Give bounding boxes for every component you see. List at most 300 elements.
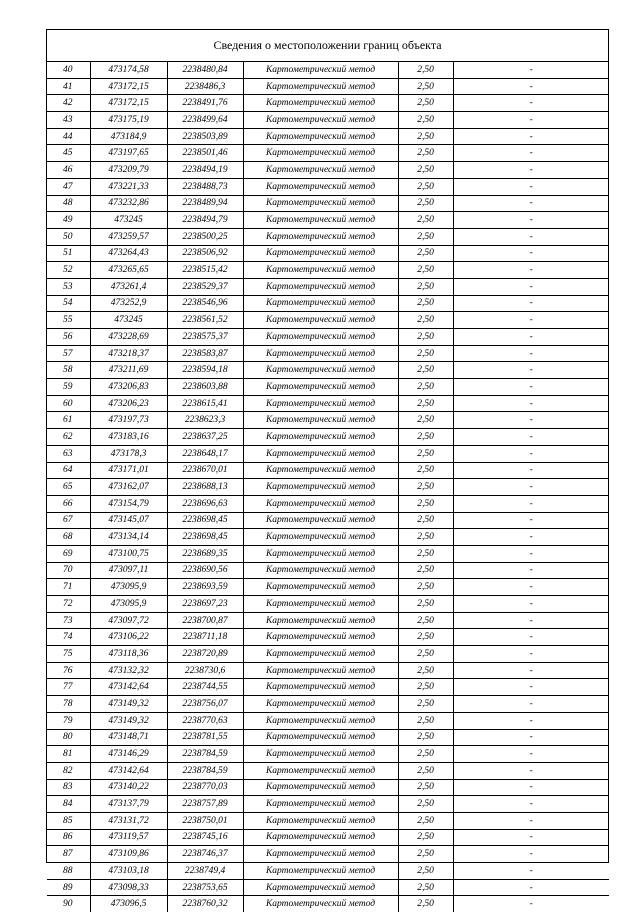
table-row [47,228,609,245]
description-cell: - [453,863,609,880]
y-coordinate-cell: 2238499,64 [167,112,243,129]
y-coordinate-cell: 2238750,01 [167,812,243,829]
table-row [47,62,609,78]
table-row [47,662,609,679]
x-coordinate-cell: 473264,43 [90,245,167,262]
accuracy-cell: 2,50 [398,646,453,663]
method-cell: Картометрический метод [243,896,398,912]
method-cell: Картометрический метод [243,245,398,262]
y-coordinate-cell: 2238688,13 [167,479,243,496]
point-number-cell: 77 [47,679,90,696]
point-number-cell: 47 [47,178,90,195]
table-row [47,512,609,529]
point-number-cell: 71 [47,579,90,596]
method-cell: Картометрический метод [243,596,398,613]
method-cell: Картометрический метод [243,712,398,729]
method-cell: Картометрический метод [243,762,398,779]
description-cell: - [453,195,609,212]
y-coordinate-cell: 2238506,92 [167,245,243,262]
method-cell: Картометрический метод [243,112,398,129]
x-coordinate-cell: 473221,33 [90,178,167,195]
x-coordinate-cell: 473261,4 [90,278,167,295]
y-coordinate-cell: 2238480,84 [167,62,243,78]
y-coordinate-cell: 2238698,45 [167,529,243,546]
point-number-cell: 66 [47,495,90,512]
description-cell: - [453,696,609,713]
description-cell: - [453,879,609,896]
description-cell: - [453,145,609,162]
x-coordinate-cell: 473171,01 [90,462,167,479]
description-cell: - [453,262,609,279]
y-coordinate-cell: 2238781,55 [167,729,243,746]
point-number-cell: 64 [47,462,90,479]
method-cell: Картометрический метод [243,195,398,212]
table-row [47,562,609,579]
x-coordinate-cell: 473149,32 [90,712,167,729]
table-row [47,395,609,412]
method-cell: Картометрический метод [243,145,398,162]
method-cell: Картометрический метод [243,562,398,579]
method-cell: Картометрический метод [243,545,398,562]
y-coordinate-cell: 2238690,56 [167,562,243,579]
table-row [47,329,609,346]
point-number-cell: 48 [47,195,90,212]
description-cell: - [453,228,609,245]
y-coordinate-cell: 2238500,25 [167,228,243,245]
method-cell: Картометрический метод [243,512,398,529]
description-cell: - [453,62,609,78]
accuracy-cell: 2,50 [398,512,453,529]
y-coordinate-cell: 2238696,63 [167,495,243,512]
y-coordinate-cell: 2238561,52 [167,312,243,329]
method-cell: Картометрический метод [243,162,398,179]
table-row [47,262,609,279]
method-cell: Картометрический метод [243,829,398,846]
accuracy-cell: 2,50 [398,812,453,829]
x-coordinate-cell: 473252,9 [90,295,167,312]
accuracy-cell: 2,50 [398,896,453,912]
y-coordinate-cell: 2238753,65 [167,879,243,896]
y-coordinate-cell: 2238575,37 [167,329,243,346]
description-cell: - [453,362,609,379]
point-number-cell: 50 [47,228,90,245]
point-number-cell: 49 [47,212,90,229]
x-coordinate-cell: 473119,57 [90,829,167,846]
table-row [47,178,609,195]
table-row [47,445,609,462]
y-coordinate-cell: 2238745,16 [167,829,243,846]
table-row [47,412,609,429]
accuracy-cell: 2,50 [398,562,453,579]
description-cell: - [453,662,609,679]
method-cell: Картометрический метод [243,662,398,679]
x-coordinate-cell: 473206,23 [90,395,167,412]
table-row [47,762,609,779]
point-number-cell: 75 [47,646,90,663]
method-cell: Картометрический метод [243,746,398,763]
y-coordinate-cell: 2238756,07 [167,696,243,713]
method-cell: Картометрический метод [243,329,398,346]
point-number-cell: 69 [47,545,90,562]
method-cell: Картометрический метод [243,228,398,245]
y-coordinate-cell: 2238515,42 [167,262,243,279]
x-coordinate-cell: 473109,86 [90,846,167,863]
table-row [47,295,609,312]
description-cell: - [453,312,609,329]
description-cell: - [453,562,609,579]
point-number-cell: 89 [47,879,90,896]
description-cell: - [453,712,609,729]
y-coordinate-cell: 2238491,76 [167,95,243,112]
x-coordinate-cell: 473103,18 [90,863,167,880]
description-cell: - [453,812,609,829]
method-cell: Картометрический метод [243,612,398,629]
description-cell: - [453,379,609,396]
table-row [47,145,609,162]
x-coordinate-cell: 473265,65 [90,262,167,279]
x-coordinate-cell: 473095,9 [90,579,167,596]
point-number-cell: 58 [47,362,90,379]
x-coordinate-cell: 473232,86 [90,195,167,212]
x-coordinate-cell: 473197,73 [90,412,167,429]
table-row [47,596,609,613]
method-cell: Картометрический метод [243,679,398,696]
y-coordinate-cell: 2238648,17 [167,445,243,462]
description-cell: - [453,629,609,646]
point-number-cell: 61 [47,412,90,429]
accuracy-cell: 2,50 [398,362,453,379]
description-cell: - [453,646,609,663]
point-number-cell: 52 [47,262,90,279]
description-cell: - [529,899,533,910]
method-cell: Картометрический метод [243,863,398,880]
y-coordinate-cell: 2238529,37 [167,278,243,295]
y-coordinate-cell: 2238746,37 [167,846,243,863]
x-coordinate-cell: 473132,32 [90,662,167,679]
description-cell: - [453,78,609,95]
accuracy-cell: 2,50 [398,295,453,312]
table-row [47,863,609,880]
method-cell: Картометрический метод [243,379,398,396]
table-row [47,95,609,112]
method-cell: Картометрический метод [243,412,398,429]
accuracy-cell: 2,50 [398,128,453,145]
point-number-cell: 73 [47,612,90,629]
point-number-cell: 82 [47,762,90,779]
point-number-cell: 90 [47,896,90,912]
y-coordinate-cell: 2238488,73 [167,178,243,195]
y-coordinate-cell: 2238489,94 [167,195,243,212]
accuracy-cell: 2,50 [398,379,453,396]
description-cell: - [453,679,609,696]
method-cell: Картометрический метод [243,212,398,229]
description-cell: - [453,529,609,546]
method-cell: Картометрический метод [243,462,398,479]
point-number-cell: 74 [47,629,90,646]
accuracy-cell: 2,50 [398,95,453,112]
table-row [47,729,609,746]
description-cell: - [453,95,609,112]
y-coordinate-cell: 2238623,3 [167,412,243,429]
accuracy-cell: 2,50 [398,262,453,279]
x-coordinate-cell: 473259,57 [90,228,167,245]
description-cell: - [453,479,609,496]
description-cell: - [453,329,609,346]
table-row [47,345,609,362]
table-row [47,379,609,396]
description-cell: - [453,245,609,262]
method-cell: Картометрический метод [243,312,398,329]
point-number-cell: 84 [47,796,90,813]
table-row [47,495,609,512]
x-coordinate-cell: 473218,37 [90,345,167,362]
table-row [47,646,609,663]
x-coordinate-cell: 473206,83 [90,379,167,396]
accuracy-cell: 2,50 [398,762,453,779]
point-number-cell: 87 [47,846,90,863]
table-title: Сведения о местоположении границ объекта [47,30,608,62]
table-row [47,746,609,763]
y-coordinate-cell: 2238494,79 [167,212,243,229]
accuracy-cell: 2,50 [398,479,453,496]
point-number-cell: 57 [47,345,90,362]
accuracy-cell: 2,50 [398,278,453,295]
y-coordinate-cell: 2238749,4 [167,863,243,880]
description-cell: - [453,829,609,846]
boundary-table [47,62,609,912]
description-cell: - [453,212,609,229]
table-row [47,112,609,129]
accuracy-cell: 2,50 [398,445,453,462]
x-coordinate-cell: 473131,72 [90,812,167,829]
accuracy-cell: 2,50 [398,178,453,195]
description-cell: - [453,495,609,512]
method-cell: Картометрический метод [243,879,398,896]
table-row [47,462,609,479]
point-number-cell: 81 [47,746,90,763]
accuracy-cell: 2,50 [398,78,453,95]
y-coordinate-cell: 2238693,59 [167,579,243,596]
point-number-cell: 45 [47,145,90,162]
y-coordinate-cell: 2238501,46 [167,145,243,162]
point-number-cell: 41 [47,78,90,95]
x-coordinate-cell: 473183,16 [90,429,167,446]
table-row [47,612,609,629]
y-coordinate-cell: 2238744,55 [167,679,243,696]
description-cell: - [453,345,609,362]
description-cell: - [453,295,609,312]
x-coordinate-cell: 473095,9 [90,596,167,613]
accuracy-cell: 2,50 [398,462,453,479]
x-coordinate-cell: 473137,79 [90,796,167,813]
y-coordinate-cell: 2238784,59 [167,762,243,779]
point-number-cell: 44 [47,128,90,145]
accuracy-cell: 2,50 [398,162,453,179]
y-coordinate-cell: 2238730,6 [167,662,243,679]
accuracy-cell: 2,50 [398,62,453,78]
method-cell: Картометрический метод [243,445,398,462]
x-coordinate-cell: 473134,14 [90,529,167,546]
point-number-cell: 78 [47,696,90,713]
method-cell: Картометрический метод [243,479,398,496]
y-coordinate-cell: 2238770,63 [167,712,243,729]
description-cell: - [453,278,609,295]
accuracy-cell: 2,50 [398,412,453,429]
table-row [47,829,609,846]
y-coordinate-cell: 2238603,88 [167,379,243,396]
method-cell: Картометрический метод [243,278,398,295]
method-cell: Картометрический метод [243,846,398,863]
table-row [47,128,609,145]
accuracy-cell: 2,50 [398,629,453,646]
point-number-cell: 83 [47,779,90,796]
description-cell: - [453,429,609,446]
x-coordinate-cell: 473118,36 [90,646,167,663]
method-cell: Картометрический метод [243,812,398,829]
table-row [47,78,609,95]
point-number-cell: 70 [47,562,90,579]
description-cell: - [453,445,609,462]
method-cell: Картометрический метод [243,395,398,412]
x-coordinate-cell: 473175,19 [90,112,167,129]
description-cell: - [453,796,609,813]
description-cell: - [453,128,609,145]
method-cell: Картометрический метод [243,95,398,112]
y-coordinate-cell: 2238494,19 [167,162,243,179]
description-cell: - [453,462,609,479]
point-number-cell: 79 [47,712,90,729]
x-coordinate-cell: 473184,9 [90,128,167,145]
x-coordinate-cell: 473096,5 [90,896,167,912]
accuracy-cell: 2,50 [398,612,453,629]
point-number-cell: 68 [47,529,90,546]
description-cell: - [453,545,609,562]
table-row [47,812,609,829]
method-cell: Картометрический метод [243,696,398,713]
method-cell: Картометрический метод [243,345,398,362]
y-coordinate-cell: 2238637,25 [167,429,243,446]
table-row [47,245,609,262]
description-cell: - [453,846,609,863]
method-cell: Картометрический метод [243,646,398,663]
table-row [47,362,609,379]
accuracy-cell: 2,50 [398,545,453,562]
point-number-cell: 88 [47,863,90,880]
table-row [47,195,609,212]
y-coordinate-cell: 2238698,45 [167,512,243,529]
table-body [47,62,609,912]
y-coordinate-cell: 2238770,03 [167,779,243,796]
point-number-cell: 67 [47,512,90,529]
table-row [47,162,609,179]
table-row [47,479,609,496]
method-cell: Картометрический метод [243,579,398,596]
x-coordinate-cell: 473174,58 [90,62,167,78]
accuracy-cell: 2,50 [398,679,453,696]
accuracy-cell: 2,50 [398,696,453,713]
x-coordinate-cell: 473197,65 [90,145,167,162]
point-number-cell: 62 [47,429,90,446]
x-coordinate-cell: 473172,15 [90,78,167,95]
x-coordinate-cell: 473154,79 [90,495,167,512]
method-cell: Картометрический метод [243,629,398,646]
table-row [47,779,609,796]
method-cell: Картометрический метод [243,362,398,379]
accuracy-cell: 2,50 [398,779,453,796]
accuracy-cell: 2,50 [398,662,453,679]
x-coordinate-cell: 473140,22 [90,779,167,796]
accuracy-cell: 2,50 [398,529,453,546]
table-row [47,846,609,863]
description-cell: - [453,162,609,179]
y-coordinate-cell: 2238486,3 [167,78,243,95]
table-row [47,696,609,713]
y-coordinate-cell: 2238594,18 [167,362,243,379]
table-row [47,712,609,729]
method-cell: Картометрический метод [243,295,398,312]
x-coordinate-cell: 473100,75 [90,545,167,562]
description-cell: - [453,579,609,596]
table-row [47,896,609,912]
point-number-cell: 46 [47,162,90,179]
description-cell: - [453,395,609,412]
accuracy-cell: 2,50 [398,395,453,412]
x-coordinate-cell: 473149,32 [90,696,167,713]
x-coordinate-cell: 473148,71 [90,729,167,746]
accuracy-cell: 2,50 [398,429,453,446]
x-coordinate-cell: 473245 [90,212,167,229]
x-coordinate-cell: 473145,07 [90,512,167,529]
method-cell: Картометрический метод [243,529,398,546]
accuracy-cell: 2,50 [398,846,453,863]
point-number-cell: 85 [47,812,90,829]
accuracy-cell: 2,50 [398,863,453,880]
x-coordinate-cell: 473228,69 [90,329,167,346]
accuracy-cell: 2,50 [398,112,453,129]
x-coordinate-cell: 473142,64 [90,679,167,696]
point-number-cell: 72 [47,596,90,613]
point-number-cell: 76 [47,662,90,679]
accuracy-cell: 2,50 [398,145,453,162]
description-cell: - [453,596,609,613]
y-coordinate-cell: 2238583,87 [167,345,243,362]
y-coordinate-cell: 2238670,01 [167,462,243,479]
table-row [47,429,609,446]
x-coordinate-cell: 473209,79 [90,162,167,179]
table-row [47,579,609,596]
y-coordinate-cell: 2238711,18 [167,629,243,646]
point-number-cell: 54 [47,295,90,312]
y-coordinate-cell: 2238720,89 [167,646,243,663]
description-cell: - [453,112,609,129]
accuracy-cell: 2,50 [398,195,453,212]
y-coordinate-cell: 2238760,32 [167,896,243,912]
method-cell: Картометрический метод [243,128,398,145]
y-coordinate-cell: 2238700,87 [167,612,243,629]
method-cell: Картометрический метод [243,78,398,95]
accuracy-cell: 2,50 [398,712,453,729]
method-cell: Картометрический метод [243,62,398,78]
point-number-cell: 56 [47,329,90,346]
y-coordinate-cell: 2238615,41 [167,395,243,412]
document-frame [46,29,609,910]
table-row [47,278,609,295]
point-number-cell: 86 [47,829,90,846]
table-row [47,679,609,696]
table-row [47,545,609,562]
point-number-cell: 80 [47,729,90,746]
table-row [47,629,609,646]
